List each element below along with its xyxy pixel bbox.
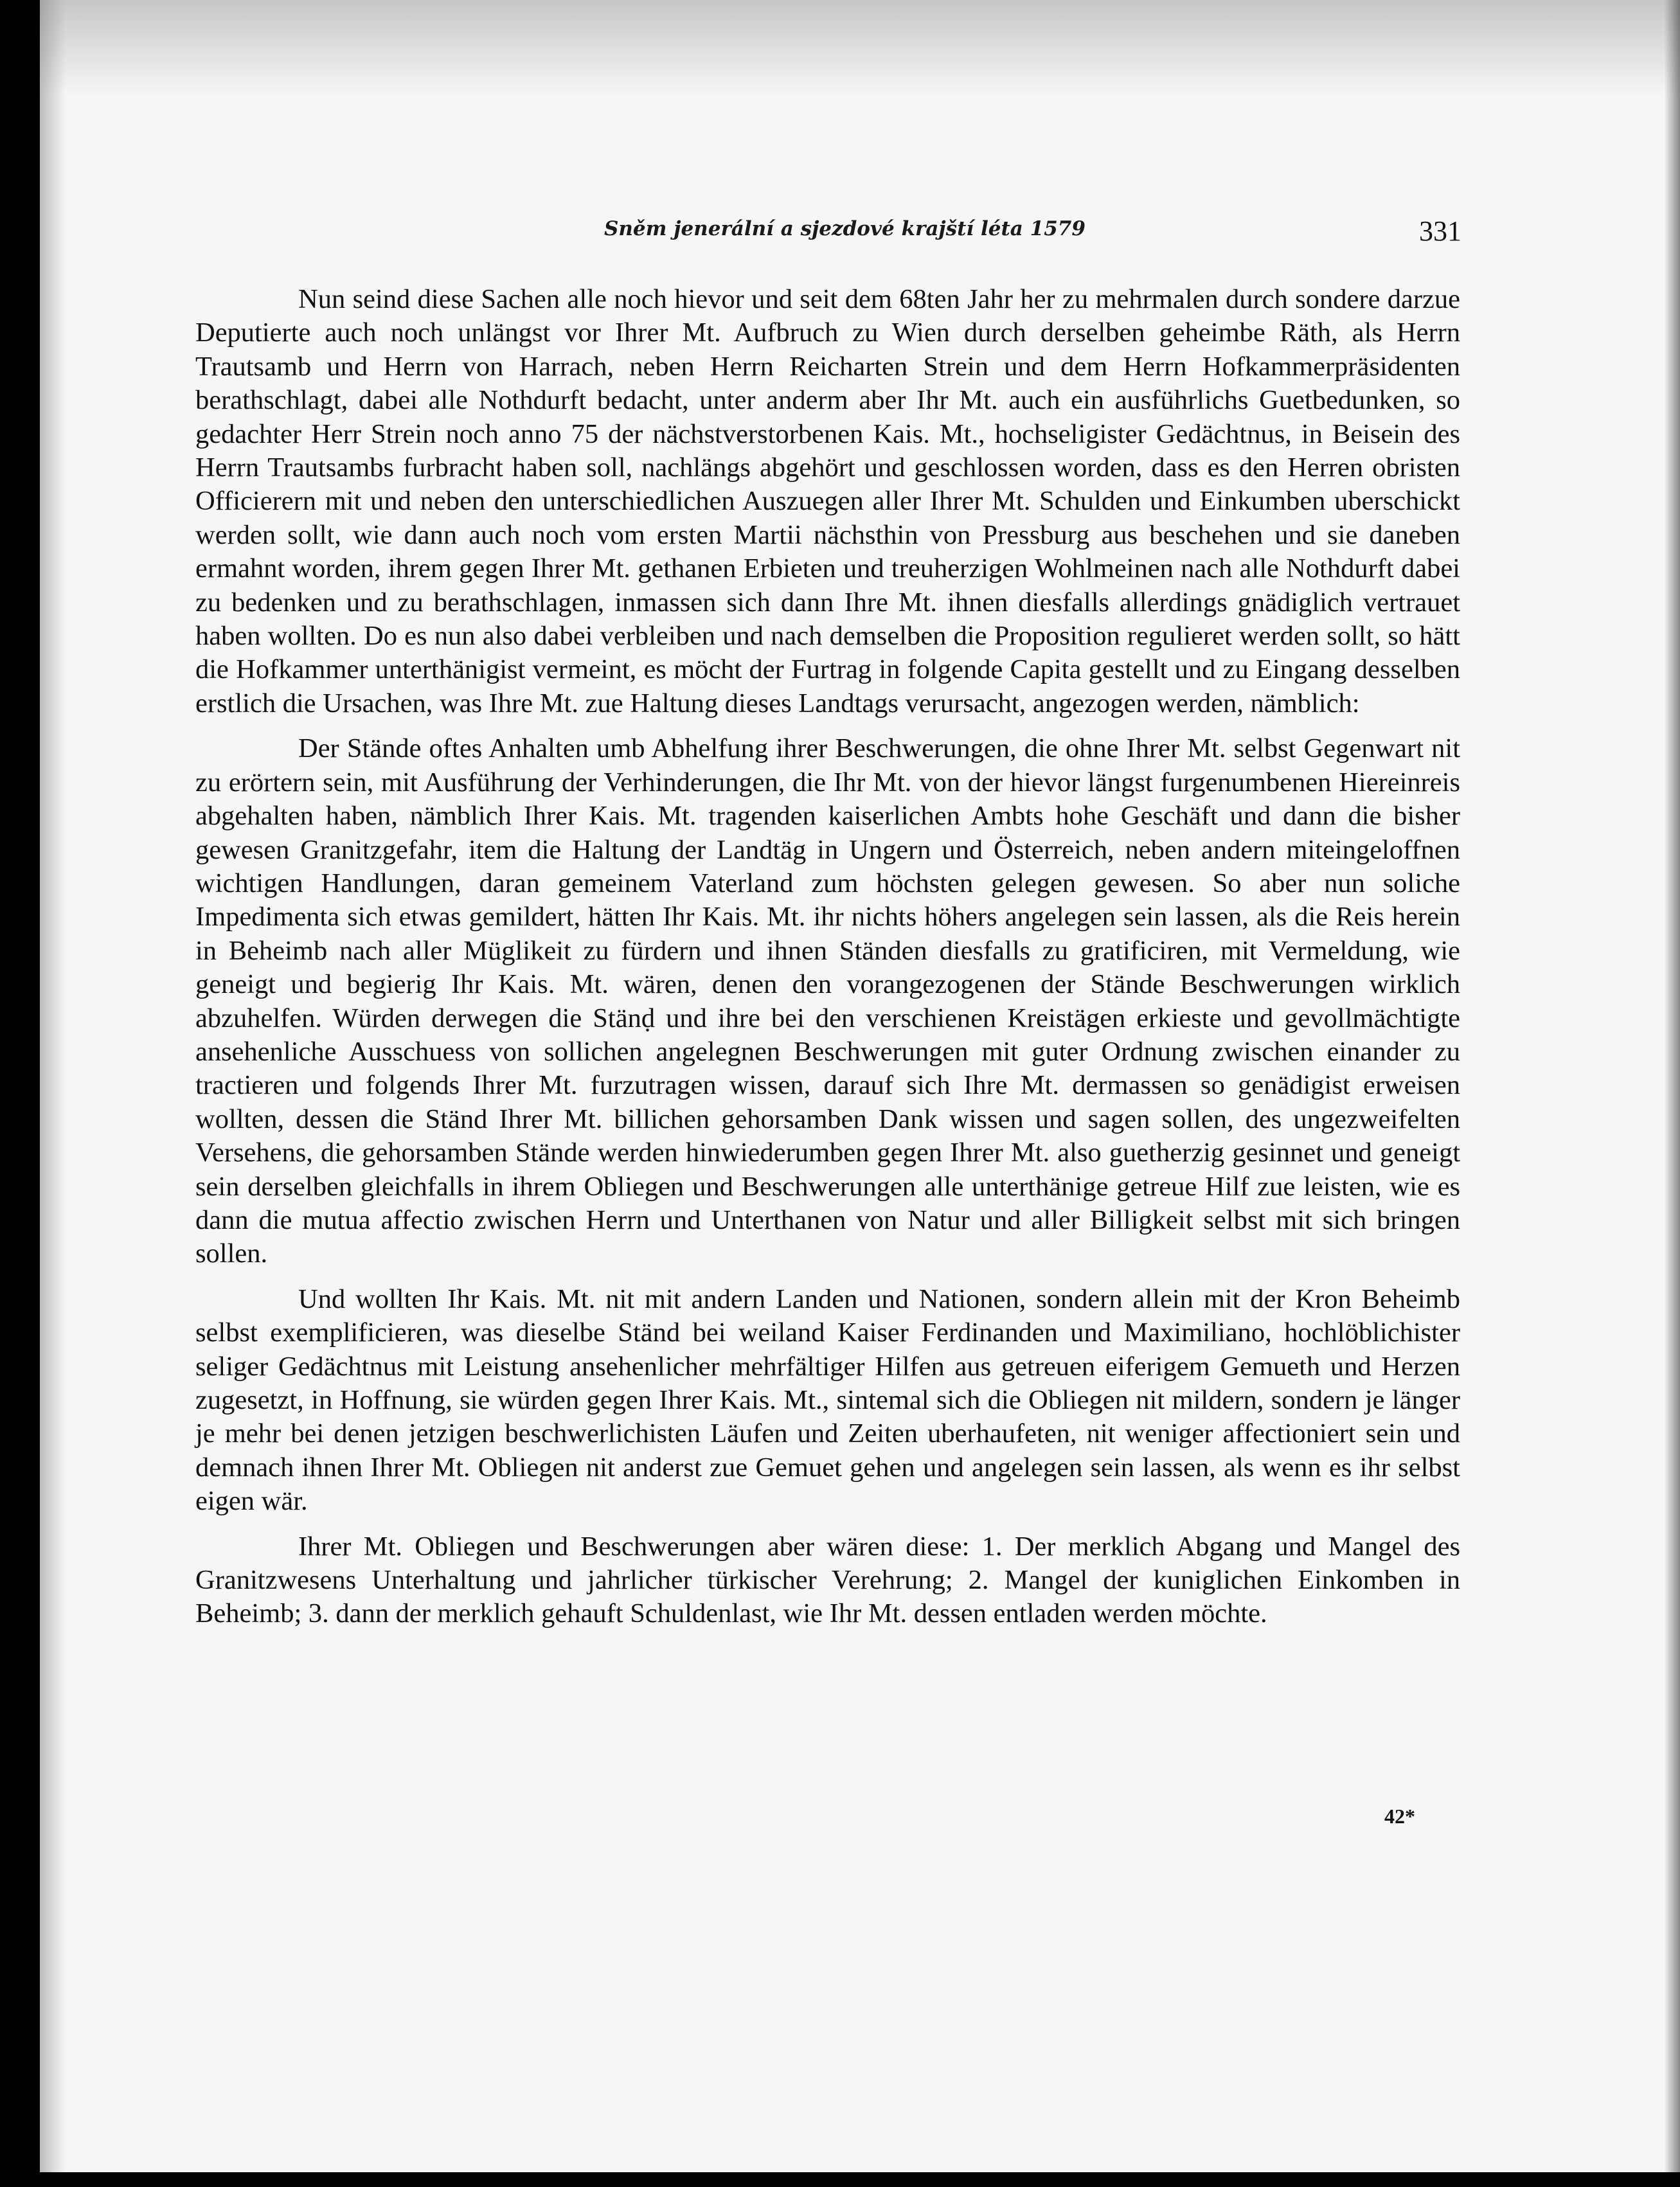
paragraph-3: Und wollten Ihr Kais. Mt. nit mit andern Landen und Nationen, sondern allein mit der Kron Beheimb selbst exemplificieren, was dieselbe Ständ bei weiland Kaiser Ferdinanden und Maximiliano, hochlöblichister seliger Gedächtnus mit Leistung ansehenlicher mehrfältiger Hilfen aus getreuen eiferigem Gemueth und Herzen zugesetzt, in Hoffnung, sie würden gegen Ihrer Kais. Mt., sintemal sich die Obliegen nit mildern, sondern je länger je mehr bei denen jetzigen beschwerlichisten Läufen und Zeiten uberhaufeten, nit weniger affectioniert sein und demnach ihnen Ihrer Mt. Obliegen nit anderst zue Gemuet gehen und angelegen sein lassen, als wenn es ihr selbst eigen wär. <box>195 1283 1460 1517</box>
body-text <box>195 283 1460 1643</box>
page-number: 331 <box>1419 215 1461 247</box>
signature-mark: 42* <box>1384 1805 1415 1828</box>
paragraph-4: Ihrer Mt. Obliegen und Beschwerungen aber wären diese: 1. Der merklich Abgang und Mangel des Granitzwesens Unterhaltung und jahrlicher türkischer Verehrung; 2. Mangel der kuniglichen Einkomben in Beheimb; 3. dann der merklich gehauft Schuldenlast, wie Ihr Mt. dessen entladen werden möchte. <box>195 1531 1460 1629</box>
paragraph-1: Nun seind diese Sachen alle noch hievor und seit dem 68ten Jahr her zu mehrmalen durch sondere darzue Deputierte auch noch unlängst vor Ihrer Mt. Aufbruch zu Wien durch derselben geheimbe Räth, als Herrn Trautsamb und Herrn von Harrach, neben Herrn Reicharten Strein und dem Herrn Hofkammerpräsidenten berathschlagt, dabei alle Nothdurft bedacht, unter anderm aber Ihr Mt. auch ein ausführlichs Guetbedunken, so gedachter Herr Strein noch anno 75 der nächstverstorbenen Kais. Mt., hochseligister Gedächtnus, in Beisein des Herrn Trautsambs furbracht haben soll, nachlängs abgehört und geschlossen worden, dass es den Herren obristen Officierern mit und neben den unterschiedlichen Auszuegen aller Ihrer Mt. Schulden und Einkumben uberschickt werden sollt, wie dann auch noch vom ersten Martii nächsthin von Pressburg aus beschehen und sie daneben ermahnt worden, ihrem gegen Ihrer Mt. gethanen Erbieten und treuherzigen Wohlmeinen nach alle Nothdurft dabei zu bedenken und zu berathschlagen, inmassen sich dann Ihre Mt. ihnen diesfalls allerdings gnädiglich vertrauet haben wollten. Do es nun also dabei verbleiben und nach demselben die Proposition regulieret werden sollt, so hätt die Hofkammer unterthänigist vermeint, es möcht der Furtrag in folgende Capita gestellt und zu Eingang desselben erstlich die Ursachen, was Ihre Mt. zue Haltung dieses Landtags verursacht, angezogen werden, nämblich: <box>195 284 1460 719</box>
scan-shadow-left <box>40 0 66 2172</box>
scan-shadow-top <box>40 0 1680 96</box>
paragraph-2: Der Stände oftes Anhalten umb Abhelfung ihrer Beschwerungen, die ohne Ihrer Mt. selbst Gegenwart nit zu erörtern sein, mit Ausführung der Verhinderungen, die Ihr Mt. von der hievor längst furgenumbenen Hiereinreis abgehalten haben, nämblich Ihrer Kais. Mt. tragenden kaiserlichen Ambts hohe Geschäft und dann die bisher gewesen Granitzgefahr, item die Haltung der Landtäg in Ungern und Österreich, neben andern miteingeloffnen wichtigen Handlungen, daran gemeinem Vaterland zum höchsten gelegen gewesen. So aber nun soliche Impedimenta sich etwas gemildert, hätten Ihr Kais. Mt. ihr nichts höhers angelegen sein lassen, als die Reis herein in Beheimb nach aller Müglikeit zu fürdern und ihnen Ständen diesfalls zu gratificiren, mit Vermeldung, wie geneigt und begierig Ihr Kais. Mt. wären, denen den vorangezogenen der Stände Beschwerungen wirklich abzuhelfen. Würden derwegen die Stänḍ und ihre bei den verschienen Kreistägen erkieste und gevollmächtigte ansehenliche Ausschuess von sollichen angelegnen Beschwerungen mit guter Ordnung zwischen einander zu tractieren und folgends Ihrer Mt. furzutragen wissen, darauf sich Ihre Mt. dermassen so genädigist erweisen wollten, dessen die Ständ Ihrer Mt. billichen gehorsamben Dank wissen und sagen sollen, des ungezweifelten Versehens, die gehorsamben Stände werden hinwiederumben gegen Ihrer Mt. also guetherzig gesinnet und geneigt sein derselben gleichfalls in ihrem Obliegen und Beschwerungen alle unterthänige getreue Hilf zue leisten, wie es dann die mutua affectio zwischen Herrn und Unterthanen von Natur und aller Billigkeit selbst mit sich bringen sollen. <box>195 733 1460 1269</box>
running-title: Sněm jenerální a sjezdové krajští léta 1579 <box>604 217 1086 240</box>
scan-shadow-right <box>1664 0 1680 2172</box>
